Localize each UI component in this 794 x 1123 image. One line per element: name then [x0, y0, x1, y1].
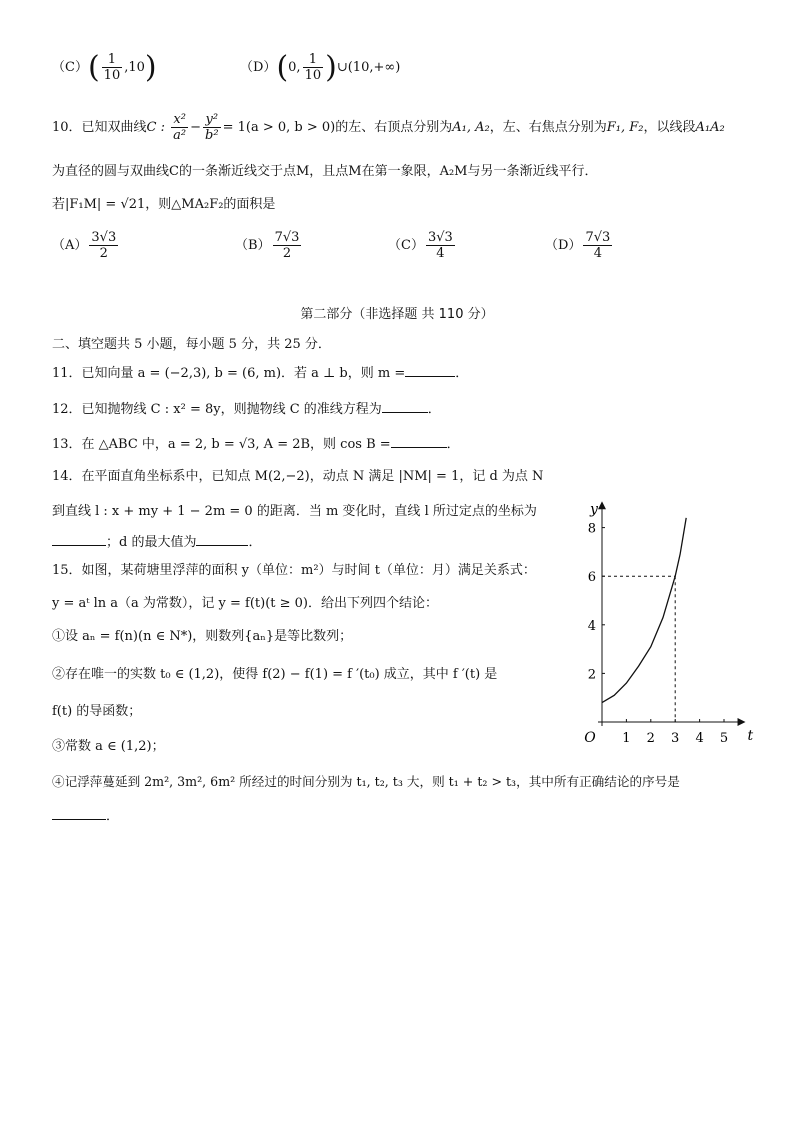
q10-option-d — [545, 230, 614, 261]
fraction — [583, 230, 612, 261]
q10-segment: A₁A₂ — [695, 120, 725, 135]
option-start: 0, — [288, 60, 301, 75]
q10-equation: = 1(a > 0, b > 0) — [222, 120, 336, 135]
frac-num: y² — [203, 112, 221, 128]
axes — [598, 503, 744, 726]
part2-title: 第二部分（非选择题 共 110 分） — [300, 307, 494, 322]
q10-option-b — [235, 230, 303, 261]
frac-num: 3√3 — [91, 230, 117, 245]
x-tick-label: 4 — [695, 731, 704, 746]
q9-option-c — [52, 50, 157, 85]
frac-num: 1 — [303, 52, 324, 68]
q12-text: 12．已知抛物线 C : x² = 8y，则抛物线 C 的准线方程为 — [52, 402, 382, 417]
frac-num: 1 — [102, 52, 123, 68]
frac-den: a² — [173, 128, 187, 143]
q13-end: ． — [446, 437, 460, 452]
option-label: （D） — [240, 60, 277, 75]
growth-graph — [575, 480, 765, 755]
q10-text: 的左、右顶点分别为 — [335, 120, 453, 135]
frac-den: 10 — [304, 68, 322, 83]
q10-foci: F₁, F₂ — [606, 120, 644, 135]
q9-option-d — [240, 50, 400, 85]
frac-num: 7√3 — [274, 230, 300, 245]
q10-text: ，以线段 — [643, 120, 696, 135]
q10-text: ，左、右焦点分别为 — [489, 120, 607, 135]
answer-blank[interactable] — [405, 364, 455, 377]
q15-line7: ④记浮萍蔓延到 2m², 3m², 6m² 所经过的时间分别为 t₁, t₂, t₃ 大，则 t₁ + t₂ > t₃，其中所有正确结论的序号是 — [52, 774, 680, 789]
origin-label: O — [584, 730, 596, 746]
frac-den: 4 — [593, 246, 602, 261]
q10-curve: C : — [146, 120, 166, 135]
q14-line2: 到直线 l : x + my + 1 − 2m = 0 的距离．当 m 变化时，直线 l 所过定点的坐标为 — [52, 504, 537, 519]
q10-text: 10．已知双曲线 — [52, 120, 147, 135]
q13-text: 13．在 △ABC 中，a = 2, b = √3, A = 2B，则 cos B = — [52, 437, 391, 452]
frac-den: 10 — [103, 68, 121, 83]
frac-num: x² — [171, 112, 188, 128]
q14-line1: 14．在平面直角坐标系中，已知点 M(2,−2)，动点 N 满足 |NM| = 1，记 d 为点 N — [52, 469, 544, 484]
right-paren: ) — [325, 50, 337, 85]
frac-num: 3√3 — [427, 230, 453, 245]
q11-end: ． — [455, 366, 469, 381]
q13 — [52, 433, 460, 452]
x-axis-label: t — [747, 728, 754, 744]
option-label: （C） — [388, 238, 424, 253]
y-tick-label: 6 — [587, 570, 596, 586]
q11 — [52, 362, 468, 381]
frac-y-b — [203, 112, 221, 143]
q10-line3: 若|F₁M| = √21，则△MA₂F₂的面积是 — [52, 197, 276, 212]
answer-blank[interactable] — [196, 533, 248, 546]
frac-num: 7√3 — [585, 230, 611, 245]
fraction — [426, 230, 455, 261]
frac-den: 2 — [282, 246, 292, 261]
option-label: （B） — [235, 238, 271, 253]
option-label: （C） — [52, 60, 88, 75]
curve — [602, 518, 686, 703]
x-tick-label: 3 — [671, 731, 680, 746]
x-tick-label: 5 — [719, 731, 729, 746]
q12 — [52, 398, 441, 417]
frac-den: 4 — [436, 246, 445, 261]
option-rest: ∪(10,+∞) — [336, 60, 401, 75]
part2-intro: 二、填空题共 5 小题，每小题 5 分，共 25 分． — [52, 337, 331, 352]
fraction — [273, 230, 302, 261]
series-line — [602, 518, 686, 703]
q10-line2: 为直径的圆与双曲线C的一条渐近线交于点M，且点M在第一象限，A₂M与另一条渐近线平行． — [52, 164, 598, 179]
right-paren: ) — [144, 50, 157, 85]
q15-line1: 15．如图，某荷塘里浮萍的面积 y（单位：m²）与时间 t（单位：月）满足关系式： — [52, 563, 536, 578]
q10-option-a — [52, 230, 120, 261]
ticks — [602, 528, 724, 722]
q15-line4: ②存在唯一的实数 t₀ ∈ (1,2)，使得 f(2) − f(1) = f ′(t₀) 成立，其中 f ′(t) 是 — [52, 667, 498, 682]
frac-x-a — [171, 112, 188, 143]
q15-line3: ①设 aₙ = f(n)(n ∈ N*)，则数列{aₙ}是等比数列； — [52, 629, 353, 644]
frac-den: 2 — [99, 246, 108, 261]
q10-option-c — [388, 230, 457, 261]
q11-text: 11．已知向量 a = (−2,3), b = (6, m)．若 a ⊥ b，则 m = — [52, 366, 406, 381]
answer-blank[interactable] — [52, 807, 106, 820]
answer-blank[interactable] — [391, 435, 447, 448]
fraction — [89, 230, 118, 261]
y-tick-label: 4 — [587, 618, 596, 634]
frac-den: b² — [205, 128, 219, 143]
option-label: （A） — [52, 238, 88, 253]
q15-end: ． — [106, 809, 120, 824]
q15-line6: ③常数 a ∈ (1,2)； — [52, 739, 165, 754]
fraction — [102, 52, 123, 83]
y-tick-label: 8 — [587, 521, 596, 537]
guide-lines — [602, 576, 675, 722]
q10-line1: 10．已知双曲线C : $\frac{\text{x²}}{\text{a²}}$ − $\frac{\text{y²}}{\text{b²}}$ = 1(a > 0, b > 0)的左、右顶点分别为A₁, A₂，左、右焦点分别为F₁, F₂，以线段A₁A₂ — [52, 112, 725, 143]
q14-end: ． — [248, 535, 262, 550]
q12-end: ． — [427, 402, 441, 417]
left-paren: ( — [276, 50, 289, 85]
q15-line2: y = aᵗ ln a（a 为常数），记 y = f(t)(t ≥ 0)．给出下列四个结论： — [52, 596, 438, 611]
y-tick-label: 2 — [587, 667, 596, 683]
q15-line8 — [52, 805, 119, 824]
answer-blank[interactable] — [52, 533, 106, 546]
x-tick-label: 2 — [646, 731, 655, 746]
option-label: （D） — [545, 238, 582, 253]
option-rest: ,10 — [124, 60, 145, 75]
left-paren: ( — [87, 50, 100, 85]
x-tick-label: 1 — [622, 731, 631, 746]
answer-blank[interactable] — [382, 400, 428, 413]
q14-mid: ；d 的最大值为 — [106, 535, 197, 550]
axis-labels — [584, 501, 753, 746]
q14-line3 — [52, 531, 261, 550]
q10-vertices: A₁, A₂ — [452, 120, 490, 135]
q15-line5: f(t) 的导函数； — [52, 704, 142, 719]
fraction — [303, 52, 324, 83]
y-axis-label: y — [590, 501, 598, 518]
